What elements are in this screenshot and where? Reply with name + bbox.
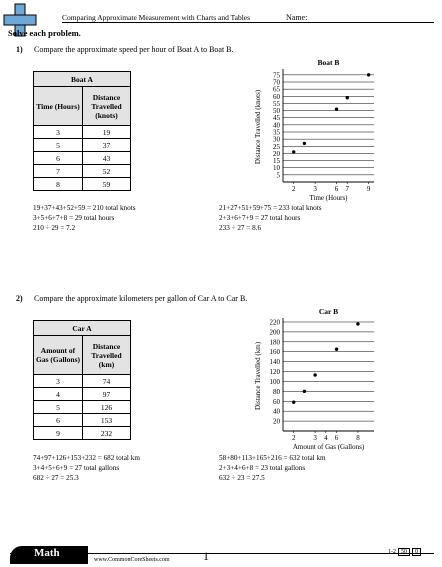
- page-code: 50: [398, 548, 410, 556]
- problem-2-work-b: 58+80+113+165+216 = 632 total km 2+3+4+6+8 = 23 total gallons 632 ÷ 23 = 27.5: [219, 454, 326, 482]
- car-a-table: [33, 320, 131, 440]
- y-tick-label: 70: [273, 78, 280, 87]
- y-tick-label: 30: [273, 135, 280, 144]
- y-tick-label: 60: [273, 92, 280, 101]
- table-header-time: Time (Hours): [34, 87, 83, 126]
- page-number: 1: [203, 549, 209, 563]
- problem-1-work-a: 19+37+43+52+59 = 210 total knots 3+5+6+7+8 = 29 total hours 210 ÷ 29 = 7.2: [33, 204, 136, 232]
- y-tick-label: 20: [273, 149, 280, 158]
- boat-a-table: [33, 71, 131, 191]
- x-tick-label: 9: [366, 185, 371, 193]
- chart-title: Boat B: [317, 58, 340, 67]
- table-row: 5 37: [34, 139, 131, 152]
- y-tick-label: 25: [273, 142, 280, 151]
- problem-2-number: 2): [16, 294, 23, 303]
- y-tick-label: 50: [273, 107, 280, 116]
- y-tick-label: 140: [269, 358, 280, 367]
- table-row: 3 19: [34, 126, 131, 139]
- data-point: [335, 107, 338, 110]
- table-header-distance: Distance Travelled (knots): [83, 87, 131, 126]
- y-tick-label: 120: [269, 368, 280, 377]
- y-tick-label: 180: [269, 338, 280, 347]
- data-point: [346, 96, 349, 99]
- x-tick-label: 2: [291, 185, 296, 193]
- table-title: Car A: [34, 321, 131, 336]
- y-tick-label: 15: [273, 157, 280, 166]
- x-axis-label: Time (Hours): [309, 194, 348, 202]
- x-tick-label: 2: [291, 434, 296, 442]
- table-row: 4 97: [34, 388, 131, 401]
- page-codes: [388, 549, 421, 555]
- x-tick-label: 3: [313, 185, 317, 193]
- page-code: 0: [412, 548, 421, 556]
- table-row: 5 126: [34, 401, 131, 414]
- x-tick-label: 8: [356, 434, 360, 442]
- table-row: 8 59: [34, 178, 131, 191]
- table-title: Boat A: [34, 72, 131, 87]
- name-label: Name:: [286, 13, 308, 22]
- y-tick-label: 60: [273, 397, 280, 406]
- site-url: www.CommonCoreSheets.com: [94, 557, 170, 563]
- problem-2-text: Compare the approximate kilometers per gallon of Car A to Car B.: [34, 294, 248, 303]
- instructions: Solve each problem.: [8, 28, 81, 38]
- y-tick-label: 35: [273, 128, 280, 137]
- data-point: [303, 390, 306, 393]
- page-code: 1-2: [388, 549, 396, 555]
- header-rule: [62, 22, 434, 23]
- table-row: 9 232: [34, 427, 131, 440]
- y-tick-label: 10: [273, 164, 280, 173]
- y-tick-label: 100: [269, 377, 280, 386]
- car-b-chart: [250, 306, 390, 456]
- y-tick-label: 65: [273, 85, 280, 94]
- y-tick-label: 5: [276, 171, 280, 180]
- data-point: [292, 150, 295, 153]
- data-point: [292, 401, 295, 404]
- x-tick-label: 7: [345, 185, 349, 193]
- data-point: [313, 373, 316, 376]
- table-row: 6 153: [34, 414, 131, 427]
- worksheet-title: Comparing Approximate Measurement with Charts and Tables: [62, 13, 251, 22]
- y-tick-label: 20: [273, 417, 280, 426]
- data-point: [367, 73, 370, 76]
- x-tick-label: 3: [313, 434, 317, 442]
- data-point: [303, 142, 306, 145]
- subject-label: Math: [34, 547, 60, 559]
- y-tick-label: 75: [273, 71, 280, 80]
- problem-1-text: Compare the approximate speed per hour of Boat A to Boat B.: [34, 45, 234, 54]
- chart-title: Car B: [318, 307, 339, 316]
- y-tick-label: 45: [273, 114, 280, 123]
- problem-1-work-b: 21+27+51+59+75 = 233 total knots 2+3+6+7+9 = 27 total hours 233 ÷ 27 = 8.6: [219, 204, 322, 232]
- y-tick-label: 40: [273, 407, 280, 416]
- y-axis-label: Distance Travelled (knots): [254, 89, 262, 165]
- y-tick-label: 160: [269, 348, 280, 357]
- data-point: [335, 348, 338, 351]
- table-header-gas: Amount of Gas (Gallons): [34, 336, 83, 375]
- table-header-distance: Distance Travelled (km): [83, 336, 131, 375]
- y-tick-label: 40: [273, 121, 280, 130]
- data-point: [356, 322, 359, 325]
- x-tick-label: 6: [334, 434, 339, 442]
- y-tick-label: 200: [269, 328, 280, 337]
- problem-2-work-a: 74+97+126+153+232 = 682 total km 3+4+5+6+9 = 27 total gallons 682 ÷ 27 = 25.3: [33, 454, 140, 482]
- x-axis-label: Amount of Gas (Gallons): [292, 443, 365, 451]
- boat-b-chart: [250, 57, 390, 207]
- x-tick-label: 4: [324, 434, 328, 442]
- y-axis-label: Distance Travelled (km): [254, 341, 262, 411]
- y-tick-label: 80: [273, 387, 280, 396]
- y-tick-label: 55: [273, 99, 280, 108]
- y-tick-label: 220: [269, 318, 280, 327]
- table-row: 6 43: [34, 152, 131, 165]
- table-row: 7 52: [34, 165, 131, 178]
- table-row: 3 74: [34, 375, 131, 388]
- x-tick-label: 6: [334, 185, 339, 193]
- problem-1-number: 1): [16, 45, 23, 54]
